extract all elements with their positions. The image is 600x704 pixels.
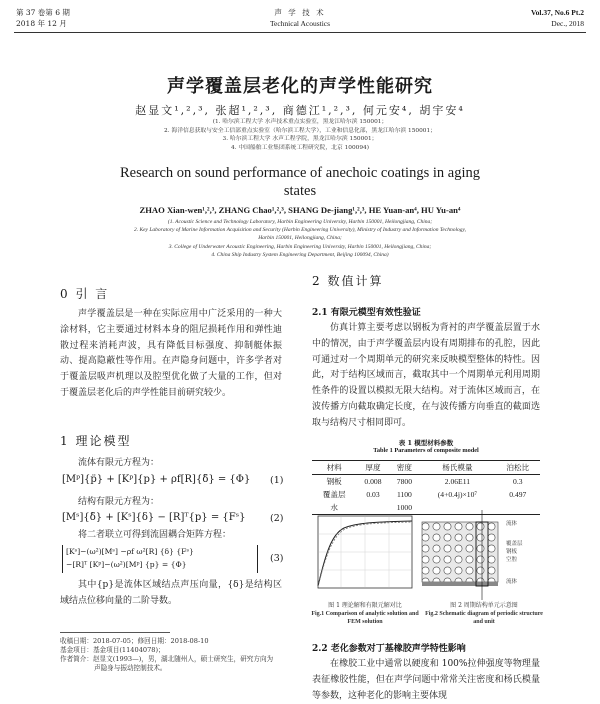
table-header-cell: 泊松比 (506, 463, 530, 472)
table-1-title-cn: 表 1 模型材料参数 (398, 439, 454, 447)
table-header-row (312, 461, 540, 475)
subsection-2-1-paragraph: 仿真计算主要考虑以钢板为背衬的声学覆盖层置于水中的情况，由于声学覆盖层内设有周期排布的孔腔，因此可通过对一个周期单元的研究来反映模型整体的特性。因此，对于结构区域而言，截取其中一个周期单元利用周期性条件的设置以模拟无限大结构。对于流体区域而言，在波传播方向截取确定长度，在与波传播方向垂直的截面选取与结构尺寸相同即可。 (312, 323, 540, 428)
equation-2-number: (2) (270, 513, 284, 524)
table-1-title-en: Table 1 Parameters of composite model (373, 447, 479, 454)
table-1 (312, 460, 540, 515)
figure-1-plot (312, 512, 416, 596)
section-1-heading: 1 理论模型 (60, 434, 132, 448)
affiliation-en-3: Harbin 150001, Heilongjiang, China; (258, 235, 342, 242)
equation-1: [Mᵖ]{p̈} + [Kᵖ]{p} + ρf[R]{δ̈} = {Φ} (62, 474, 251, 485)
figure-2-schematic (420, 510, 500, 600)
figure-2-caption (424, 602, 544, 626)
title-en-line1: Research on sound performance of anechoic coatings in aging (120, 165, 480, 181)
authors-en: ZHAO Xian-wen¹,²,³, ZHANG Chao¹,²,³, SHANG De-jiang¹,²,³, HE Yuan-an⁴, HU Yu-an⁴ (139, 205, 461, 215)
table-cell: 0.03 (366, 490, 380, 499)
figure-1-caption-cn: 图 1 理论解和有限元解对比 (328, 602, 402, 609)
footnote-author: 作者简介：赵显文(1993—)，男，湖北随州人，硕士研究生，研究方向为 (60, 655, 274, 663)
label-fluid-bottom: 流体 (506, 579, 518, 585)
figure-2-caption-en: Fig.2 Schematic diagram of periodic structure and unit (425, 611, 543, 625)
equation-explanation: 其中{p}是流体区域结点声压向量，{δ}是结构区域结点位移向量的二阶导数。 (60, 580, 282, 606)
label-steel: 钢板 (506, 549, 518, 555)
struct-eq-label: 结构有限元方程为： (78, 497, 160, 507)
affiliation-en-5: 4. China Ship Industry System Engineering Department, Beijing 100094, China) (211, 251, 389, 258)
journal-volume-en: Vol.37, No.6 Pt.2 (530, 8, 584, 17)
section-0-heading: 0 引 言 (60, 287, 110, 301)
table-cell: 7800 (396, 477, 412, 486)
affiliation-cn-2: 2. 海洋信息获取与安全工信部重点实验室（哈尔滨工程大学），工业和信息化部，黑龙江哈尔滨 150001； (164, 127, 436, 134)
table-row (312, 488, 540, 501)
equation-1-number: (1) (270, 475, 284, 486)
figure-2-caption-cn: 图 2 周期结构单元示意图 (450, 602, 518, 609)
subsection-2-2-heading: 2.2 老化参数对丁基橡胶声学特性影响 (312, 644, 466, 654)
authors-cn: 赵显文¹,²,³, 张超¹,²,³, 商德江¹,²,³, 何元安⁴, 胡宇安⁴ (135, 104, 465, 117)
section-2-heading: 2 数值计算 (312, 274, 384, 288)
table-header-cell: 杨氏模量 (442, 463, 473, 472)
footnote-rule (60, 632, 170, 633)
equation-3-matrix (62, 545, 258, 573)
table-cell (496, 501, 540, 515)
footnote-funding: 基金项目：基金项目(11404078)； (60, 646, 165, 654)
journal-date-en: Dec., 2018 (551, 19, 584, 28)
section-0-paragraph: 声学覆盖层是一种在实际应用中广泛采用的一种大涂材料，它主要通过材料本身的阻尼损耗作用和弹性迪散过程来消耗声波，具有降低目标强度、抑制艇体振动、提高隐蔽性等作用。在声隐身问题中，许多学者对于覆盖层吸声机理以及腔型优化做了大量的工作，但对于覆盖层老化后的声学性能目前研究较少。 (60, 309, 282, 398)
table-header-cell: 厚度 (365, 463, 381, 472)
footnote-author-cont: 声隐身与振动控制技术。 (94, 664, 167, 672)
table-header-cell: 材料 (326, 463, 342, 472)
figure-1-caption-en: Fig.1 Comparison of analytic solution and FEM solution (311, 611, 419, 625)
coating-layer (422, 522, 498, 582)
title-cn: 声学覆盖层老化的声学性能研究 (167, 76, 433, 97)
coupled-eq-label: 将二者联立可得到流固耦合矩阵方程： (78, 530, 232, 540)
table-row (312, 475, 540, 489)
subsection-2-2-paragraph: 在橡胶工业中通常以硬度和 100%拉伸强度等物理量表征橡胶性能，但在声学问题中常常关注密度和杨氏模量等参数，这种老化的影响主要体现 (312, 659, 540, 701)
table-cell: 2.06E11 (444, 477, 471, 486)
equation-3-row-2: −[R]ᵀ [Kᵖ]−(ω²)[Mᵖ] {p} = {Φ} (66, 560, 187, 569)
table-header-cell: 密度 (396, 463, 412, 472)
subsection-2-1-heading: 2.1 有限元模型有效性验证 (312, 308, 421, 318)
journal-volume: 第 37 卷第 6 期 (16, 8, 70, 17)
title-en (0, 164, 600, 200)
fluid-eq-label: 流体有限元方程为： (78, 458, 160, 468)
affiliations-en (0, 218, 600, 259)
table-cell: 钢板 (326, 477, 342, 486)
table-cell: 1100 (396, 490, 412, 499)
affiliation-en-2: 2. Key Laboratory of Marine Information Acquisition and Security (Harbin Engineering University), Ministry of Industry and Information Technology, (133, 227, 467, 234)
title-en-line2: states (283, 183, 317, 199)
journal-name-cn: 声 学 技 术 (274, 8, 326, 17)
affiliation-en-4: 3. College of Underwater Acoustic Engineering, Harbin Engineering University, Harbin 150001, Heilongjiang, China; (168, 243, 432, 250)
table-cell: 水 (330, 503, 338, 512)
equation-3-number: (3) (270, 553, 284, 564)
affiliation-cn-4: 4. 中国船舶工业集团系统工程研究院，北京 100094) (231, 144, 369, 151)
affiliations-cn (0, 118, 600, 152)
table-cell: 0.3 (513, 477, 523, 486)
table-cell: (4+0.4j)×10⁷ (437, 490, 478, 499)
header-rule (14, 32, 586, 33)
equation-3-row-1: [Kˢ]−(ω²)[Mˢ] −ρf ω²[R] {δ} {Fˢ} (66, 547, 194, 556)
figure-1-caption (310, 602, 420, 626)
steel-plate (422, 582, 498, 586)
label-cavity: 空腔 (506, 557, 518, 563)
table-cell: 0.497 (509, 490, 527, 499)
affiliation-cn-3: 3. 哈尔滨工程大学 水声工程学院，黑龙江哈尔滨 150001； (222, 136, 378, 143)
label-fluid-top: 流体 (506, 521, 518, 527)
label-coating: 覆盖层 (506, 541, 523, 547)
equation-2: [Mˢ]{δ̈} + [Kˢ]{δ} − [R]ᵀ{p} = {Fˢ} (62, 512, 246, 523)
affiliation-cn-1: (1. 哈尔滨工程大学 水声技术重点实验室，黑龙江哈尔滨 150001； (212, 119, 388, 125)
journal-date: 2018 年 12 月 (16, 19, 67, 28)
figure-2-labels (506, 520, 523, 586)
affiliation-en-1: (1. Acoustic Science and Technology Laboratory, Harbin Engineering University, Harbin 150001, Heilongjiang, China; (167, 219, 433, 225)
table-cell: 1000 (396, 503, 412, 512)
journal-name-en: Technical Acoustics (269, 19, 331, 28)
table-cell: 覆盖层 (322, 490, 346, 499)
footnotes (60, 637, 290, 673)
table-cell: 0.008 (364, 477, 382, 486)
footnote-received: 收稿日期：2018-07-05；修回日期：2018-08-10 (60, 637, 209, 645)
